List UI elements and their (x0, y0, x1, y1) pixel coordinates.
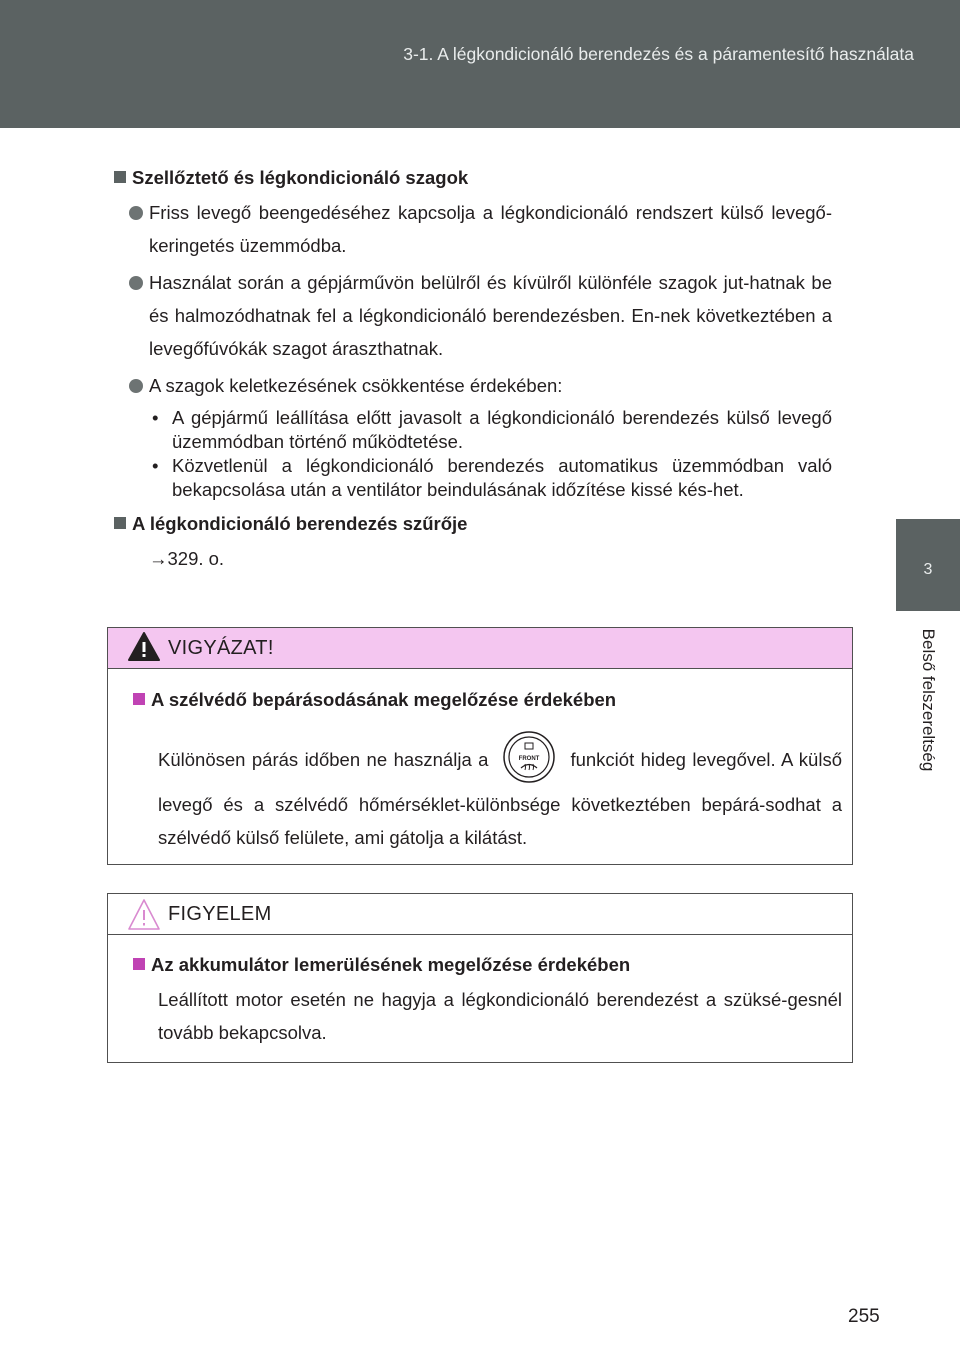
caution-box (107, 627, 853, 865)
round-bullet-icon (129, 379, 143, 393)
square-bullet-icon (133, 693, 145, 705)
main-content (112, 164, 832, 574)
sub-item: • A gépjármű leállítása előtt javasolt a légkondicionáló berendezés külső levegő üzemmódban történő működtetése. (152, 407, 832, 452)
section-heading-filter: A légkondicionáló berendezés szűrője (112, 510, 832, 538)
warning-triangle-icon (127, 631, 161, 663)
chapter-title: 3-1. A légkondicionáló berendezés és a páramentesítő használata (403, 44, 914, 64)
caution-heading: A szélvédő bepárásodásának megelőzése érdekében (133, 686, 842, 714)
bullet-item: Friss levegő beengedéséhez kapcsolja a légkondicionáló rendszert külső levegő-keringetés üzemmódba. (129, 196, 832, 262)
front-defroster-button-icon (502, 730, 556, 784)
caution-title: VIGYÁZAT! (168, 637, 274, 659)
caution-text: Különösen párás időben ne használja a FRONT funkciót hideg levegővel. A külső levegő és a szélvédő hőmérséklet-különbsége következtében bepárá-sodhat a szélvédő külső felülete, ami gátolja a kilátást. (158, 734, 842, 854)
section-heading-odors: Szellőztető és légkondicionáló szagok (112, 164, 832, 192)
square-bullet-icon (114, 171, 126, 183)
page-reference[interactable]: →329. o. (149, 548, 225, 569)
round-bullet-icon (129, 206, 143, 220)
notice-heading: Az akkumulátor lemerülésének megelőzése érdekében (133, 951, 842, 979)
chapter-side-label: Belső felszereltség (919, 628, 938, 772)
bullet-item: Használat során a gépjárművön belülről és kívülről különféle szagok jut-hatnak be és halmozódhatnak fel a légkondicionáló berendezésben. En-nek következtében a levegőfúvókák szagot áraszthatnak. (129, 266, 832, 365)
square-bullet-icon (133, 958, 145, 970)
chapter-header (0, 0, 960, 128)
sub-item: • Közvetlenül a légkondicionáló berendezés automatikus üzemmódban való bekapcsolása után a ventilátor beindulásának időzítése kissé kés-het. (152, 455, 832, 500)
notice-box (107, 893, 853, 1063)
notice-title: FIGYELEM (168, 903, 272, 925)
bullet-item: A szagok keletkezésének csökkentése érdekében: (129, 369, 832, 402)
notice-text: Leállított motor esetén ne hagyja a légkondicionáló berendezést a szüksé-gesnél tovább bekapcsolva. (158, 989, 842, 1043)
square-bullet-icon (114, 517, 126, 529)
notice-header (108, 894, 852, 935)
chapter-tab (896, 519, 960, 611)
round-bullet-icon (129, 276, 143, 290)
front-button-label: FRONT (519, 756, 540, 762)
caution-header (108, 628, 852, 669)
page-number: 255 (848, 1306, 880, 1327)
chapter-number: 3 (923, 561, 933, 578)
notice-triangle-icon (127, 898, 161, 932)
